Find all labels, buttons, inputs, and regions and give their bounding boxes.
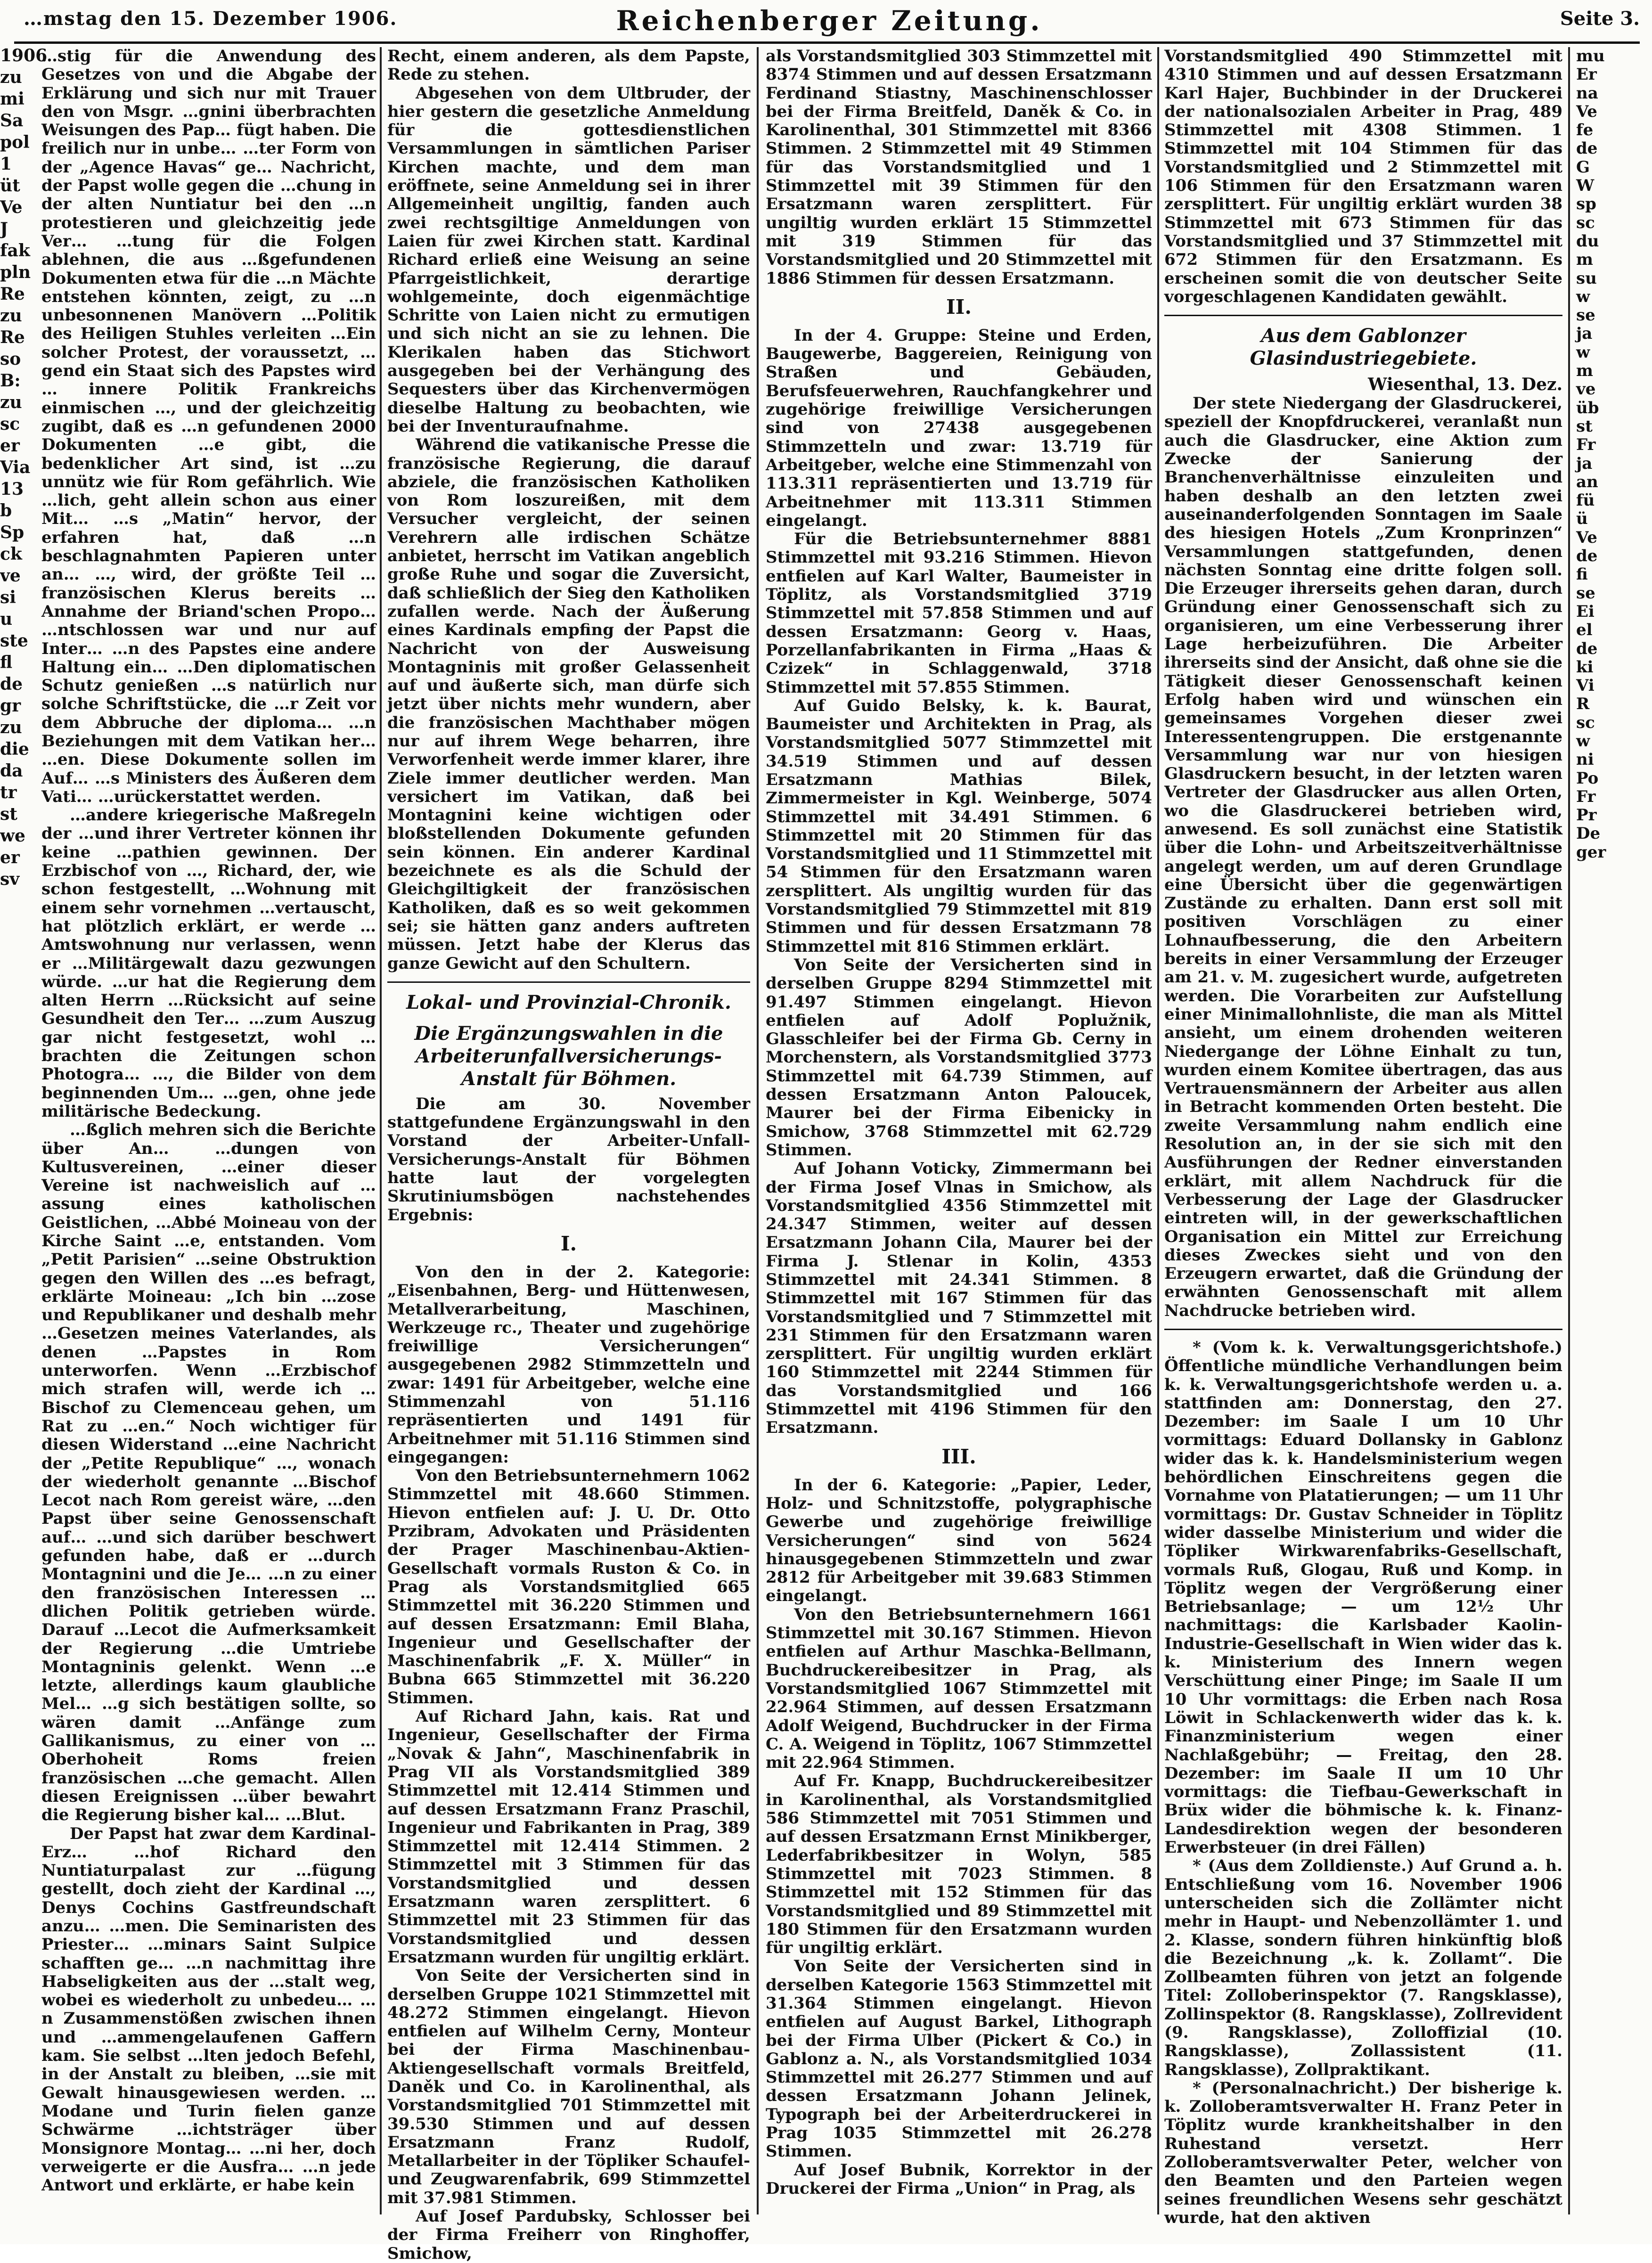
fragment-line: Ei xyxy=(1576,602,1595,621)
column-rule xyxy=(1568,47,1570,2214)
fragment-line: die xyxy=(0,739,29,759)
dateline: Wiesenthal, 13. Dez. xyxy=(1368,375,1562,395)
paragraph: Auf Richard Jahn, kais. Rat und Ingenieur, Gesellschafter der Firma „Novak & Jahn“, Maschinenfabrik in Prag VII als Vorstandsmitglied 389 Stimmzettel mit 12.414 Stimmen und auf dessen Ersatzmann Franz Praschil, Ingenieur und Fabrikanten in Prag, 389 Stimmzettel mit 12.414 Stimmen. 2 Stimmzettel mit 3 Stimmen für das Vorstandsmitglied und dessen Ersatzmann waren zersplittert. 6 Stimmzettel mit 23 Stimmen für das Vorstandsmitglied und dessen Ersatzmann wurden für ungiltig erklärt. xyxy=(387,1707,750,1967)
fragment-line: J xyxy=(0,219,8,239)
fragment-line: 13 xyxy=(0,479,24,499)
fragment-line: b xyxy=(0,501,12,521)
fragment-line: Fr xyxy=(1576,435,1596,455)
paragraph: Abgesehen von dem Ultbruder, der hier gestern die gesetzliche Anmeldung für die gottesdienstlichen Versammlungen in sämtlichen Pariser Kirchen machte, und dem man eröffnete, seine Anmeldung sei in ihrer Allgemeinheit ungiltig, fanden auch zwei rechtsgiltige Anmeldungen von Laien für zwei Kirchen statt. Kardinal Richard erließ eine Weisung an seine Pfarrgeistlichkeit, derartige wohlgemeinte, doch eigenmächtige Schritte von Laien nicht zu ermutigen und sich nicht an sie zu lehnen. Die Klerikalen haben das Stichwort ausgegeben bei der Verhängung des Sequesters über das Kirchenvermögen dieselbe Haltung zu beobachten, wie bei der Inventuraufnahme. xyxy=(387,83,750,436)
fragment-line: tr xyxy=(0,783,17,802)
masthead xyxy=(19,5,1640,38)
paragraph: Von Seite der Versicherten sind in derselben Gruppe 8294 Stimmzettel mit 91.497 Stimmen eingelangt. Hievon entfielen auf Adolf Poplužnik, Glasschleifer bei der Firma Gb. Cerny in Morchenstern, als Vorstandsmitglied 3773 Stimmzettel mit 64.739 Stimmen, auf dessen Ersatzmann Anton Paloucek, Maurer bei der Firma Eibenicky in Smichow, 3768 Stimmzettel mit 62.729 Stimmen. xyxy=(766,955,1152,1160)
fragment-line: gr xyxy=(0,696,21,716)
section-number: II. xyxy=(946,295,972,319)
fragment-line: er xyxy=(0,848,20,867)
fragment-line: Re xyxy=(0,284,25,304)
fragment-line: de xyxy=(1576,547,1598,566)
fragment-line: 1906 xyxy=(0,46,48,65)
fragment-line: Sp xyxy=(0,523,25,542)
column-rule xyxy=(757,47,759,2214)
fragment-line: zu xyxy=(0,67,22,87)
fragment-line: R xyxy=(1576,694,1590,714)
fragment-line: zu xyxy=(0,392,22,412)
paragraph: * (Personalnachricht.) Der bisherige k. k. Zolloberamtsverwalter H. Franz Peter in Töplitz wurde krankheitshalber in den Ruhestand versetzt. Herr Zolloberamtsverwalter Peter, welcher von den Beamten und den Parteien wegen seines freundlichen Wesens sehr geschätzt wurde, hat den aktiven xyxy=(1164,2078,1562,2227)
fragment-line: er xyxy=(0,436,20,456)
fragment-line: sc xyxy=(1576,213,1595,232)
fragment-line: sv xyxy=(0,869,20,889)
fragment-line: ja xyxy=(1576,324,1593,343)
fragment-line: si xyxy=(0,588,16,607)
paragraph: Auf Guido Belsky, k. k. Baurat, Baumeister und Architekten in Prag, als Vorstandsmitglied 5077 Stimmzettel mit 34.519 Stimmen und auf dessen Ersatzmann Mathias Bilek, Zimmermeister in Kgl. Weinberge, 5074 Stimmzettel mit 34.491 Stimmen. 6 Stimmzettel mit 20 Stimmen für das Vorstandsmitglied und 11 Stimmzettel mit 54 Stimmen für den Ersatzmann waren zersplittert. Als ungiltig wurden für das Vorstandsmitglied 79 Stimmzettel mit 819 Stimmen und für dessen Ersatzmann 78 Stimmzettel mit 816 Stimmen erklärt. xyxy=(766,696,1152,956)
fragment-line: Fr xyxy=(1576,787,1596,806)
fragment-line: W xyxy=(1576,176,1595,196)
paragraph: …stig für die Anwendung des Gesetzes von und die Abgabe der Erklärung und sich nur mit Trauer den von Msgr. …gnini überbrachten Weisungen des Pap… fügt haben. Die freilich nur in unbe… …ter Form von der „Agence Havas“ ge… Nachricht, der Papst wolle gegen die …chung in der alten Nuntiatur bei den …n protestieren und gleichzeitig jede Ver… …tung für die Folgen ablehnen, die aus …ßgefundenen Dokumenten etwa für die …n Mächte entstehen könnten, zeigt, zu …n unbesonnenen Manövern …Politik des Heiligen Stuhles verleiten …Ein solcher Protest, der voraussetzt, …gend ein Staat sich des Papstes wird … innere Politik Frankreichs einmischen …, und der gleichzeitig zugibt, daß es …n gefundenen 2000 Dokumenten …e gibt, die bedenklicher Art sind, ist …zu unnütz wie für Rom gefährlich. Wie …lich, geht allein schon aus einer Mit… …s „Matin“ hervor, der erfahren hat, daß …n beschlagnahmten Papieren unter an… …, wird, der größte Teil …französischen Klerus bereits …Annahme der Briand'schen Propo… …ntschlossen war und nur auf Inter… …n des Papstes eine andere Haltung ein… …Den diplomatischen Schutz genießen …s natürlich nur solche Schriftstücke, die …r Zeit vor dem Abbruche der diploma… …n Beziehungen mit dem Vatikan her… …en. Diese Dokumente sollen im Auf… …s Ministers des Äußeren dem Vati… …urückerstattet werden. xyxy=(41,47,376,806)
paragraph: Recht, einem anderen, als dem Papste, Rede zu stehen. xyxy=(387,47,750,84)
paragraph: Während die vatikanische Presse die französische Regierung, die darauf abziele, die französischen Katholiken von Rom loszureißen, mit dem Versucher vergleicht, der seinen Verehrern alle irdischen Schätze anbietet, herrscht im Vatikan angeblich große Ruhe und sogar die Zuversicht, daß schließlich der Sieg den Katholiken zufallen werde. Nach der Äußerung eines Kardinals empfing der Papst die Nachricht von der Ausweisung Montagninis mit großer Gelassenheit auf und äußerte sich, man dürfe sich jetzt über nichts mehr wundern, aber die französischen Machthaber mögen nur auf ihrem Wege beharren, ihre Verworfenheit werde immer klarer, ihre Ziele immer deutlicher werden. Man versichert im Vatikan, daß bei Montagnini keine wichtigen oder bloßstellenden Dokumente gefunden sein können. Ein anderer Kardinal bezeichnete es als die Schuld der Gleichgiltigkeit der französischen Katholiken, daß es so weit gekommen sei; sie hätten ganz anders auftreten müssen. Jetzt habe der Klerus das ganze Gewicht auf den Schultern. xyxy=(387,435,750,973)
section-headline: Lokal- und Provinzial-Chronik. xyxy=(406,991,731,1013)
fragment-line: Vi xyxy=(1576,676,1595,695)
fragment-line: zu xyxy=(0,718,22,737)
fragment-line: fe xyxy=(1576,121,1594,140)
paragraph: Für die Betriebsunternehmer 8881 Stimmzettel mit 93.216 Stimmen. Hievon entfielen auf Karl Walter, Baumeister in Töplitz, als Vorstandsmitglied 3719 Stimmzettel mit 57.858 Stimmen und auf dessen Ersatzmann: Georg v. Haas, Porzellanfabrikanten in Firma „Haas & Czizek“ in Schlaggenwald, 3718 Stimmzettel mit 57.855 Stimmen. xyxy=(766,530,1152,697)
fragment-line: Ve xyxy=(1576,102,1597,121)
fragment-line: u xyxy=(0,609,13,629)
column-2 xyxy=(387,47,750,2263)
paragraph: Die am 30. November stattgefundene Ergänzungswahl in den Vorstand der Arbeiter-Unfall-Versicherungs-Anstalt für Böhmen hatte laut der vorgelegten Skrutiniumsbögen nachstehendes Ergebnis: xyxy=(387,1094,750,1225)
fragment-line: m xyxy=(1576,361,1593,381)
fragment-line: st xyxy=(1576,417,1593,436)
fragment-line: se xyxy=(1576,583,1595,603)
column-5-fragment xyxy=(1576,47,1652,2214)
paragraph: Von Seite der Versicherten sind in derselben Kategorie 1563 Stimmzettel mit 31.364 Stimmen eingelangt. Hievon entfielen auf August Barkel, Lithograph bei der Firma Ulber (Pickert & Co.) in Gablonz a. N., als Vorstandsmitglied 1034 Stimmzettel mit 26.277 Stimmen und auf dessen Ersatzmann Johann Jelinek, Typograph bei der Arbeiterdruckerei in Prag 1035 Stimmzettel mit 26.278 Stimmen. xyxy=(766,1957,1152,2161)
paragraph: In der 6. Kategorie: „Papier, Leder, Holz- und Schnitzstoffe, polygraphische Gewerbe und zugehörige freiwillige Versicherungen“ sind von 5624 hinausgegebenen Stimmzetteln und zwar 2812 für Arbeitgeber mit 39.683 Stimmen eingelangt. xyxy=(766,1475,1152,1606)
fragment-line: na xyxy=(1576,83,1598,103)
fragment-line: su xyxy=(1576,269,1597,288)
paragraph: Von den Betriebsunternehmern 1661 Stimmzettel mit 30.167 Stimmen. Hievon entfielen auf Arthur Maschka-Bellmann, Buchdruckereibesitzer in Prag, als Vorstandsmitglied 1067 Stimmzettel mit 22.964 Stimmen, auf dessen Ersatzmann Adolf Weigend, Buchdrucker in der Firma C. A. Weigend in Töplitz, 1067 Stimmzettel mit 22.964 Stimmen. xyxy=(766,1605,1152,1773)
fragment-line: st xyxy=(0,804,17,824)
fragment-line: B: xyxy=(0,371,21,391)
paragraph: …ßglich mehren sich die Berichte über An… …dungen von Kultusvereinen, …einer dieser Vereine ist nachweislich auf …assung eines katholischen Geistlichen, …Abbé Moineau von der Kirche Saint …e, entstanden. Vom „Petit Parisien“ …seine Obstruktion gegen den Willen des …es befragt, erklärte Moineau: „Ich bin …zose und Republikaner und deshalb mehr …Gesetzen meines Vaterlandes, als denen …Papstes in Rom unterworfen. Wenn …Erzbischof mich strafen will, werde ich …Bischof zu Clemenceau gehen, um Rat zu …en.“ Noch wichtiger für diesen Widerstand …eine Nachricht der „Petite Republique“ …, wonach der wiederholt genannte …Bischof Lecot nach Rom gereist wäre, …den Papst über seine Genossenschaft auf… …und sich darüber beschwert gefunden habe, daß er …durch Montagnini und die Je… …n zu einer den französischen Interessen …dlichen Politik getrieben würde. Darauf …Lecot die Aufmerksamkeit der Regierung …die Umtriebe Montagninis gelenkt. Wenn …e letzte, allerdings kaum glaubliche Mel… …g sich bestätigen sollte, so wären damit …Anfänge zum Gallikanismus, zu einer von …Oberhoheit Roms freien französischen …che gemacht. Allen diesen Ereignissen …über bewahrt die Regierung bisher kal… …Blut. xyxy=(41,1120,376,1825)
paragraph: In der 4. Gruppe: Steine und Erden, Baugewerbe, Baggereien, Reinigung von Straßen und Gebäuden, Berufsfeuerwehren, Rauchfangkehrer und zugehörige freiwillige Versicherungen sind von 27438 ausgegebenen Stimmzetteln und zwar: 13.719 für Arbeitgeber, welche eine Stimmenzahl von 113.311 repräsentierten und 13.719 für Arbeitnehmer mit 113.311 Stimmen eingelangt. xyxy=(766,326,1152,530)
fragment-line: el xyxy=(1576,621,1593,640)
column-rule xyxy=(380,47,382,2214)
header-rule xyxy=(14,41,1640,44)
fragment-line: Pr xyxy=(1576,806,1597,825)
fragment-line: mu xyxy=(1576,47,1605,65)
paragraph: * (Vom k. k. Verwaltungsgerichtshofe.) Öffentliche mündliche Verhandlungen beim k. k. Verwaltungsgerichtshofe werden u. a. stattfinden am: Donnerstag, den 27. Dezember: im Saale I um 10 Uhr vormittags: Eduard Dollansky in Gablonz wider das k. k. Handelsministerium wegen behördlichen Einschreitens gegen die Vornahme von Platatierungen; — um 11 Uhr vormittags: Dr. Gustav Schneider in Töplitz wider dasselbe Ministerium und wider die Töpliker Wirkwarenfabriks-Gesellschaft, vormals Ruß, Glogau, Ruß und Komp. in Töplitz wegen der Vergrößerung einer Betriebsanlage; — um 12½ Uhr nachmittags: die Karlsbader Kaolin-Industrie-Gesellschaft in Wien wider das k. k. Ministerium des Innern wegen Verschüttung einer Pinge; im Saale II um 10 Uhr vormittags: die Erben nach Rosa Löwit in Schlackenwerth wider das k. k. Finanzministerium wegen einer Nachlaßgebühr; — Freitag, den 28. Dezember: im Saale II um 10 Uhr vormittags: die Tiefbau-Gewerkschaft in Brüx wider die böhmische k. k. Finanz-Landesdirektion wegen der besonderen Erwerbsteuer (in drei Fällen) xyxy=(1164,1338,1562,1857)
fragment-line: De xyxy=(1576,824,1601,843)
fragment-line: ck xyxy=(0,544,22,564)
fragment-line: du xyxy=(1576,231,1599,251)
paragraph: Vorstandsmitglied 490 Stimmzettel mit 4310 Stimmen und auf dessen Ersatzmann Karl Hajer, Buchbinder in der Druckerei der nationalsozialen Arbeiter in Prag, 489 Stimmzettel mit 4308 Stimmen. 1 Stimmzettel mit 104 Stimmen für das Vorstandsmitglied und 2 Stimmzettel mit 106 Stimmen für den Ersatzmann waren zersplittert. Für ungiltig erklärt wurden 38 Stimmzettel mit 673 Stimmen für das Vorstandsmitglied und 37 Stimmzettel mit 672 Stimmen für den Ersatzmann. Es erscheinen somit die von deutscher Seite vorgeschlagenen Kandidaten gewählt. xyxy=(1164,47,1562,306)
column-4 xyxy=(1164,47,1562,2227)
page-number: Seite 3. xyxy=(1560,8,1640,30)
paragraph: Von den Betriebsunternehmern 1062 Stimmzettel mit 48.660 Stimmen. Hievon entfielen auf: J. U. Dr. Otto Przibram, Advokaten und Präsidenten der Prager Maschinenbau-Aktien-Gesellschaft vormals Ruston & Co. in Prag als Vorstandsmitglied 665 Stimmzettel mit 36.220 Stimmen und auf dessen Ersatzmann: Emil Blaha, Ingenieur und Gesellschafter der Maschinenfabrik „F. X. Müller“ in Bubna 665 Stimmzettel mit 36.220 Stimmen. xyxy=(387,1466,750,1707)
paragraph: Der stete Niedergang der Glasdruckerei, speziell der Knopfdruckerei, veranlaßt nun auch die Glasdrucker, eine Aktion zum Zwecke der Sanierung der Branchenverhältnisse einzuleiten und haben deshalb an den letzten zwei auseinanderfolgenden Sonntagen im Saale des hiesigen Hotels „Zum Kronprinzen“ Versammlungen stattgefunden, denen nächsten Sonntag eine dritte folgen soll. Die Erzeuger ihrerseits gehen daran, durch Gründung einer Genossenschaft sich zu organisieren, um eine Verbesserung ihrer Lage herbeizuführen. Die Arbeiter ihrerseits sind der Ansicht, daß ohne sie die Tätigkeit dieser Genossenschaft keinen Erfolg haben wird und wünschen ein gemeinsames Vorgehen dieser zwei Interessentengruppen. Die erstgenannte Versammlung war nur von hiesigen Glasdruckern besucht, in der letzten waren Vertreter der Glasdrucker aus allen Orten, wo die Glasdruckerei betrieben wird, anwesend. Es soll zunächst eine Statistik über die Lohn- und Arbeitszeitverhältnisse angelegt werden, um auf deren Grundlage eine Übersicht über die gegenwärtigen Zustände zu erhalten. Dann erst soll mit positiven Vorschlägen zu einer Lohnaufbesserung, die den Arbeitern bereits in einer Versammlung der Erzeuger am 21. v. M. zugesichert wurde, aufgetreten werden. Die Vorarbeiten zur Aufstellung einer Minimallohnliste, die man als Mittel ansieht, um einem drohenden weiteren Niedergange der Löhne Einhalt zu tun, wurden einem Komitee übertragen, das aus Vertrauensmännern der Arbeiter aus allen in Betracht kommenden Orten besteht. Die zweite Versammlung nahm endlich eine Resolution an, in der sie sich mit den Ausführungen der Redner einverstanden erklärt, mit allem Nachdruck für die Verbesserung der Lage der Glasdrucker eintreten will, in der gewerkschaftlichen Organisation ein Mittel zur Erreichung dieses Zweckes sieht und von den Erzeugern erwartet, daß die Gründung der erwähnten Genossenschaft mit allem Nachdrucke betrieben wird. xyxy=(1164,394,1562,1320)
fragment-line: ger xyxy=(1576,842,1606,862)
fragment-line: sc xyxy=(1576,713,1595,732)
fragment-line: Ve xyxy=(0,197,23,217)
fragment-line: zu xyxy=(0,306,22,326)
paragraph: Von Seite der Versicherten sind in derselben Gruppe 1021 Stimmzettel mit 48.272 Stimmen eingelangt. Hievon entfielen auf Wilhelm Cerny, Monteur bei der Firma Maschinenbau-Aktiengesellschaft vormals Breitfeld, Daněk und Co. in Karolinenthal, als Vorstandsmitglied 701 Stimmzettel mit 39.530 Stimmen und auf dessen Ersatzmann Franz Rudolf, Metallarbeiter in der Töpliker Schaufel- und Zeugwarenfabrik, 699 Stimmzettel mit 37.981 Stimmen. xyxy=(387,1966,750,2207)
section-rule xyxy=(1164,1329,1562,1330)
fragment-line: üb xyxy=(1576,398,1599,417)
fragment-line: se xyxy=(1576,306,1595,325)
fragment-line: ki xyxy=(1576,657,1594,677)
section-number: III. xyxy=(941,1445,976,1468)
fragment-line: pln xyxy=(0,262,31,282)
fragment-line: da xyxy=(0,761,23,781)
fragment-line: we xyxy=(0,826,25,846)
fragment-line: ni xyxy=(1576,750,1594,769)
fragment-line: de xyxy=(1576,639,1598,658)
fragment-line: Ve xyxy=(1576,528,1597,547)
column-3 xyxy=(766,47,1152,2214)
fragment-line: 1 xyxy=(0,154,12,174)
fragment-line: w xyxy=(1576,343,1590,362)
fragment-line: fl xyxy=(0,653,13,672)
fragment-line: fak xyxy=(0,241,30,261)
section-rule xyxy=(387,981,750,983)
fragment-line: ja xyxy=(1576,454,1593,473)
article-headline: Aus dem Gablonzer Glasindustriegebiete. xyxy=(1250,325,1477,370)
fragment-line: Er xyxy=(1576,65,1597,84)
fragment-line: so xyxy=(0,349,21,369)
fragment-line: de xyxy=(1576,139,1598,158)
fragment-line: pol xyxy=(0,132,30,152)
paragraph: …andere kriegerische Maßregeln der …und ihrer Vertreter können ihr keine …pathien gewinnen. Der Erzbischof von …, Richard, der, wie schon festgestellt, …Wohnung mit einem sehr vornehmen …vertauscht, hat plötzlich erklärt, er werde …Amtswohnung nur verlassen, wenn er …Militärgewalt dazu gezwungen würde. …ur hat die Regierung dem alten Herrn …Rücksicht auf seine Gesundheit den Ter… …zum Auszug gar nicht festgesetzt, wohl …brachten die Zeitungen schon Photogra… …, die Bilder von dem beginnenden Um… …gen, ohne jede militärische Bedeckung. xyxy=(41,806,376,1121)
fragment-line: üt xyxy=(0,176,20,196)
column-1 xyxy=(41,47,376,2214)
fragment-line: G xyxy=(1576,157,1590,177)
fragment-line: ve xyxy=(0,566,21,586)
fragment-line: Po xyxy=(1576,768,1599,788)
fragment-line: sp xyxy=(1576,195,1596,214)
fragment-line: mi xyxy=(0,89,25,109)
paragraph: Auf Josef Pardubsky, Schlosser bei der Firma Freiherr von Ringhoffer, Smichow, xyxy=(387,2207,750,2263)
paragraph: Der Papst hat zwar dem Kardinal-Erz… …hof Richard den Nuntiaturpalast zur …fügung gestellt, doch zieht der Kardinal …, Denys Cochins Gastfreundschaft anzu… …men. Die Seminaristen des Priester… …minars Saint Sulpice schafften ge… …n nachmittag ihre Habseligkeiten aus der …stalt weg, wobei es wiederholt zu unbedeu… …n Zusammenstößen zwischen ihnen und …ammengelaufenen Gaffern kam. Sie selbst …lten jedoch Befehl, in der Anstalt zu bleiben, …sie mit Gewalt hinausgewiesen werden. …Modane und Turin fielen ganze Schwärme …ichtsträger über Monsignore Montag… …ni her, doch verweigerte er die Ausfra… …n jede Antwort und erklärte, er habe kein xyxy=(41,1824,376,2195)
newspaper-title: Reichenberger Zeitung. xyxy=(616,5,1043,37)
fragment-line: m xyxy=(1576,250,1593,270)
issue-date: …mstag den 15. Dezember 1906. xyxy=(24,8,398,30)
paragraph: als Vorstandsmitglied 303 Stimmzettel mit 8374 Stimmen und auf dessen Ersatzmann Ferdinand Stiastny, Maschinenschlosser bei der Firma Breitfeld, Daněk & Co. in Karolinenthal, 301 Stimmzettel mit 8366 Stimmen. 2 Stimmzettel mit 49 Stimmen für das Vorstandsmitglied und 1 Stimmzettel mit 39 Stimmen für den Ersatzmann waren zersplittert. Für ungiltig wurden erklärt 15 Stimmzettel mit 319 Stimmen für das Vorstandsmitglied und 20 Stimmzettel mit 1886 Stimmen für dessen Ersatzmann. xyxy=(766,47,1152,288)
fragment-line: de xyxy=(0,674,23,694)
fragment-line: sc xyxy=(0,414,20,434)
fragment-line: an xyxy=(1576,472,1598,491)
fragment-line: ü xyxy=(1576,509,1588,529)
paragraph: Auf Fr. Knapp, Buchdruckereibesitzer in Karolinenthal, als Vorstandsmitglied 586 Stimmzettel mit 7051 Stimmen und auf dessen Ersatzmann Ernst Minikberger, Lederfabrikbesitzer in Wolyn, 585 Stimmzettel mit 7023 Stimmen. 8 Stimmzettel mit 152 Stimmen für das Vorstandsmitglied und 89 Stimmzettel mit 180 Stimmen für den Ersatzmann wurden für ungiltig erklärt. xyxy=(766,1772,1152,1958)
fragment-line: Re xyxy=(0,327,25,347)
paragraph: Auf Josef Bubnik, Korrektor in der Druckerei der Firma „Union“ in Prag, als xyxy=(766,2160,1152,2198)
fragment-line: w xyxy=(1576,287,1590,306)
article-headline: Die Ergänzungswahlen in die Arbeiterunfallversicherungs-Anstalt für Böhmen. xyxy=(414,1022,723,1090)
fragment-line: ste xyxy=(0,631,28,651)
paragraph: * (Aus dem Zolldienste.) Auf Grund a. h. Entschließung vom 16. November 1906 unterscheiden sich die Zollämter nicht mehr in Haupt- und Nebenzollämter 1. und 2. Klasse, sondern führen hinkünftig bloß die Bezeichnung „k. k. Zollamt“. Die Zollbeamten führen von jetzt an folgende Titel: Zolloberinspektor (7. Rangsklasse), Zollinspektor (8. Rangsklasse), Zollrevident (9. Rangsklasse), Zolloffizial (10. Rangsklasse), Zollassistent (11. Rangsklasse), Zollpraktikant. xyxy=(1164,1856,1562,2079)
fragment-line: ve xyxy=(1576,380,1596,399)
fragment-line: w xyxy=(1576,731,1590,751)
fragment-line: Via xyxy=(0,458,31,477)
fragment-line: Sa xyxy=(0,111,24,131)
paragraph: Von den in der 2. Kategorie: „Eisenbahnen, Berg- und Hüttenwesen, Metallverarbeitung, Maschinen, Werkzeuge rc., Theater und zugehörige freiwillige Versicherungen“ ausgegebenen 2982 Stimmzetteln und zwar: 1491 für Arbeitgeber, welche eine Stimmenzahl von 51.116 repräsentierten und 1491 für Arbeitnehmer mit 51.116 Stimmen sind eingegangen: xyxy=(387,1262,750,1467)
fragment-line: fü xyxy=(1576,491,1595,510)
section-rule xyxy=(1164,315,1562,316)
section-number: I. xyxy=(560,1232,577,1255)
paragraph: Auf Johann Voticky, Zimmermann bei der Firma Josef Vlnas in Smichow, als Vorstandsmitglied 4356 Stimmzettel mit 24.347 Stimmen, weiter auf dessen Ersatzmann Johann Cila, Maurer bei der Firma J. Stlenar in Kolin, 4353 Stimmzettel mit 24.341 Stimmen. 8 Stimmzettel mit 167 Stimmen für das Vorstandsmitglied und 7 Stimmzettel mit 231 Stimmen für den Ersatzmann waren zersplittert. Für ungiltig wurden erklärt 160 Stimmzettel mit 2244 Stimmen für das Vorstandsmitglied und 166 Stimmzettel mit 4196 Stimmen für den Ersatzmann. xyxy=(766,1159,1152,1438)
column-rule xyxy=(1157,47,1159,2214)
fragment-line: fi xyxy=(1576,565,1588,584)
